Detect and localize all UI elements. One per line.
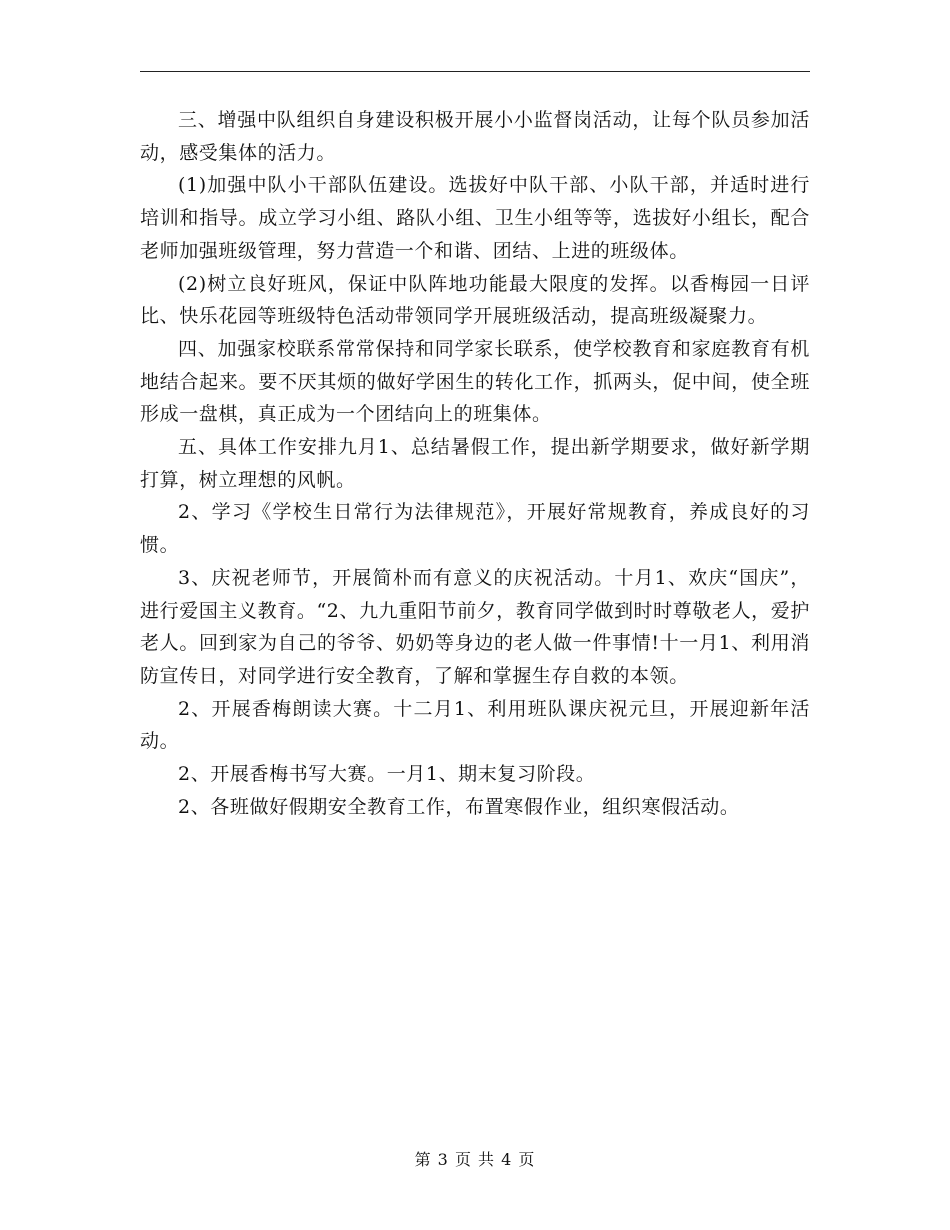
paragraph-september-2: 2、学习《学校生日常行为法律规范》，开展好常规教育，养成良好的习惯。 xyxy=(140,501,810,557)
paragraph-item-1: (1)加强中队小干部队伍建设。选拔好中队干部、小队干部，并适时进行培训和指导。成立学习小组、路队小组、卫生小组等等，选拔好小组长，配合老师加强班级管理，努力营造一个和谐、团结、上进的班级体。 xyxy=(140,174,810,262)
page-number-footer: 第 3 页 共 4 页 xyxy=(414,1150,536,1169)
paragraph-section-five: 五、具体工作安排九月1、总结暑假工作，提出新学期要求，做好新学期打算，树立理想的风帆。 xyxy=(140,436,810,491)
paragraph-december-2-january: 2、开展香梅书写大赛。一月1、期末复习阶段。 xyxy=(178,763,596,786)
paragraph-september-3-october: 3、庆祝老师节，开展简朴而有意义的庆祝活动。十月1、欢庆“国庆”，进行爱国主义教育。“2、九九重阳节前夕，教育同学做到时时尊敬老人，爱护老人。回到家为自己的爷爷、奶奶等身边的老人做一件事情!十一月1、利用消防宣传日，对同学进行安全教育，了解和掌握生存自救的本领。 xyxy=(140,566,810,687)
paragraph-january-2: 2、各班做好假期安全教育工作，布置寒假作业，组织寒假活动。 xyxy=(178,795,740,818)
paragraph-november-2-december: 2、开展香梅朗读大赛。十二月1、利用班队课庆祝元旦，开展迎新年活动。 xyxy=(140,697,810,753)
header-rule xyxy=(140,71,810,72)
paragraph-section-four: 四、加强家校联系常常保持和同学家长联系，使学校教育和家庭教育有机地结合起来。要不厌其烦的做好学困生的转化工作，抓两头，促中间，使全班形成一盘棋，真正成为一个团结向上的班集体。 xyxy=(140,337,810,426)
paragraph-section-three: 三、增强中队组织自身建设积极开展小小监督岗活动，让每个队员参加活动，感受集体的活力。 xyxy=(140,109,810,164)
document-body xyxy=(140,104,810,823)
paragraph-item-2: (2)树立良好班风，保证中队阵地功能最大限度的发挥。以香梅园一日评比、快乐花园等班级特色活动带领同学开展班级活动，提高班级凝聚力。 xyxy=(140,272,810,328)
